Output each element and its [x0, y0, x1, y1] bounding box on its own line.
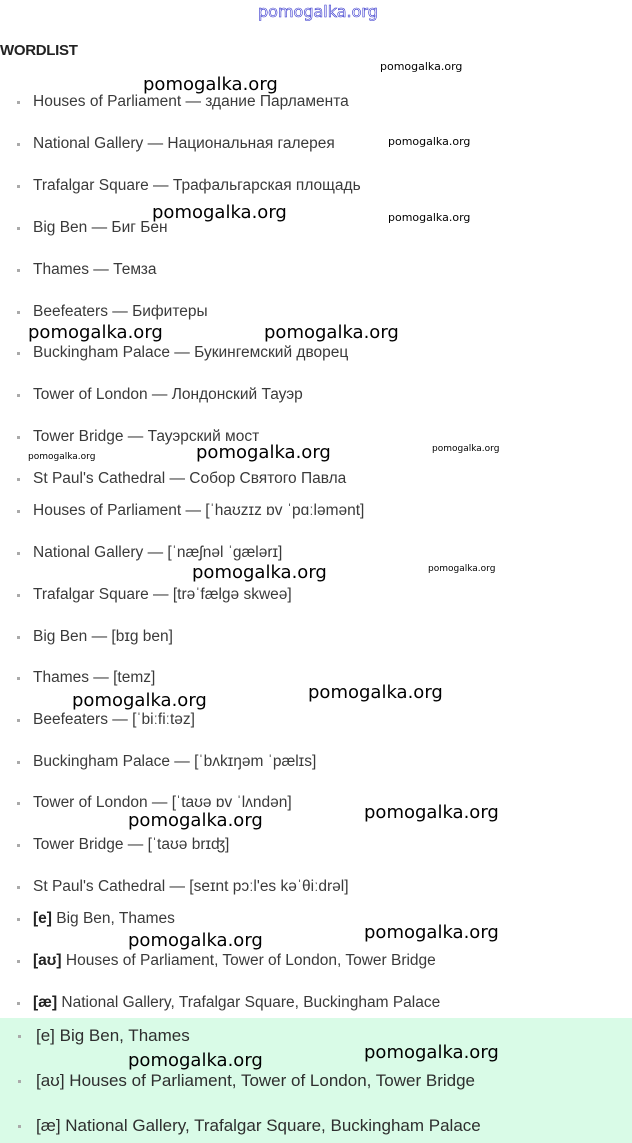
sound-label: [aʊ] — [33, 952, 62, 969]
sound-words: National Gallery, Trafalgar Square, Buckingham Palace — [57, 994, 441, 1011]
answer-item: [e] Big Ben, Thames — [36, 1026, 190, 1045]
watermark: pomogalka.org — [128, 930, 263, 951]
watermark: pomogalka.org — [388, 135, 471, 148]
transcription-item: St Paul's Cathedral — [seɪnt pɔːl'es kəˈθiːdrəl] — [33, 878, 349, 895]
transcription-item: Big Ben — [bɪɡ ben] — [33, 628, 173, 645]
translation-item: Beefeaters — Бифитеры — [33, 303, 208, 320]
watermark: pomogalka.org — [388, 211, 471, 224]
page-title: WORDLIST — [0, 42, 78, 59]
sound-words: Big Ben, Thames — [51, 910, 175, 927]
sound-words: Houses of Parliament, Tower of London, Tower Bridge — [61, 952, 436, 969]
watermark: pomogalka.org — [72, 690, 207, 711]
watermark: pomogalka.org — [308, 682, 443, 703]
watermark: pomogalka.org — [143, 74, 278, 95]
sound-item — [33, 994, 440, 1012]
watermark: pomogalka.org — [196, 442, 331, 463]
sound-label: [e] — [33, 910, 52, 927]
sound-item — [33, 952, 436, 970]
transcription-item: Beefeaters — [ˈbiːfiːtəz] — [33, 711, 195, 728]
watermark: pomogalka.org — [364, 922, 499, 943]
answer-item: [aʊ] Houses of Parliament, Tower of London, Tower Bridge — [36, 1071, 475, 1090]
watermark: pomogalka.org — [432, 444, 500, 454]
translation-item: Thames — Темза — [33, 261, 157, 278]
transcription-item: Buckingham Palace — [ˈbʌkɪŋəm ˈpælɪs] — [33, 753, 317, 770]
watermark: pomogalka.org — [28, 452, 96, 462]
transcription-item: National Gallery — [ˈnæʃnəl ˈɡælərɪ] — [33, 544, 283, 561]
translation-item: St Paul's Cathedral — Собор Святого Павла — [33, 470, 347, 487]
watermark: pomogalka.org — [264, 322, 399, 343]
watermark: pomogalka.org — [428, 564, 496, 574]
sound-item — [33, 910, 175, 928]
watermark: pomogalka.org — [364, 1042, 499, 1063]
watermark: pomogalka.org — [380, 60, 463, 73]
translation-item: Trafalgar Square — Трафальгарская площадь — [33, 177, 361, 194]
watermark: pomogalka.org — [258, 2, 378, 21]
transcription-item: Trafalgar Square — [trəˈfælɡə skweə] — [33, 586, 292, 603]
transcription-item: Tower of London — [ˈtaʊə ɒv ˈlʌndən] — [33, 794, 292, 811]
watermark: pomogalka.org — [28, 322, 163, 343]
translation-item: Big Ben — Биг Бен — [33, 219, 168, 236]
translation-item: Tower of London — Лондонский Тауэр — [33, 386, 303, 403]
transcription-item: Tower Bridge — [ˈtaʊə brɪʤ] — [33, 836, 230, 853]
translation-item: National Gallery — Национальная галерея — [33, 135, 335, 152]
transcription-item: Houses of Parliament — [ˈhaʊzɪz ɒv ˈpɑːləmənt] — [33, 502, 365, 519]
watermark: pomogalka.org — [128, 810, 263, 831]
translation-item: Houses of Parliament — здание Парламента — [33, 93, 349, 110]
transcription-item: Thames — [temz] — [33, 669, 156, 686]
sound-label: [æ] — [33, 994, 58, 1011]
watermark: pomogalka.org — [152, 202, 287, 223]
translation-item: Tower Bridge — Тауэрский мост — [33, 428, 260, 445]
translation-item: Buckingham Palace — Букингемский дворец — [33, 344, 349, 361]
watermark: pomogalka.org — [364, 802, 499, 823]
watermark: pomogalka.org — [192, 562, 327, 583]
watermark: pomogalka.org — [128, 1050, 263, 1071]
answer-item: [æ] National Gallery, Trafalgar Square, Buckingham Palace — [36, 1116, 481, 1135]
